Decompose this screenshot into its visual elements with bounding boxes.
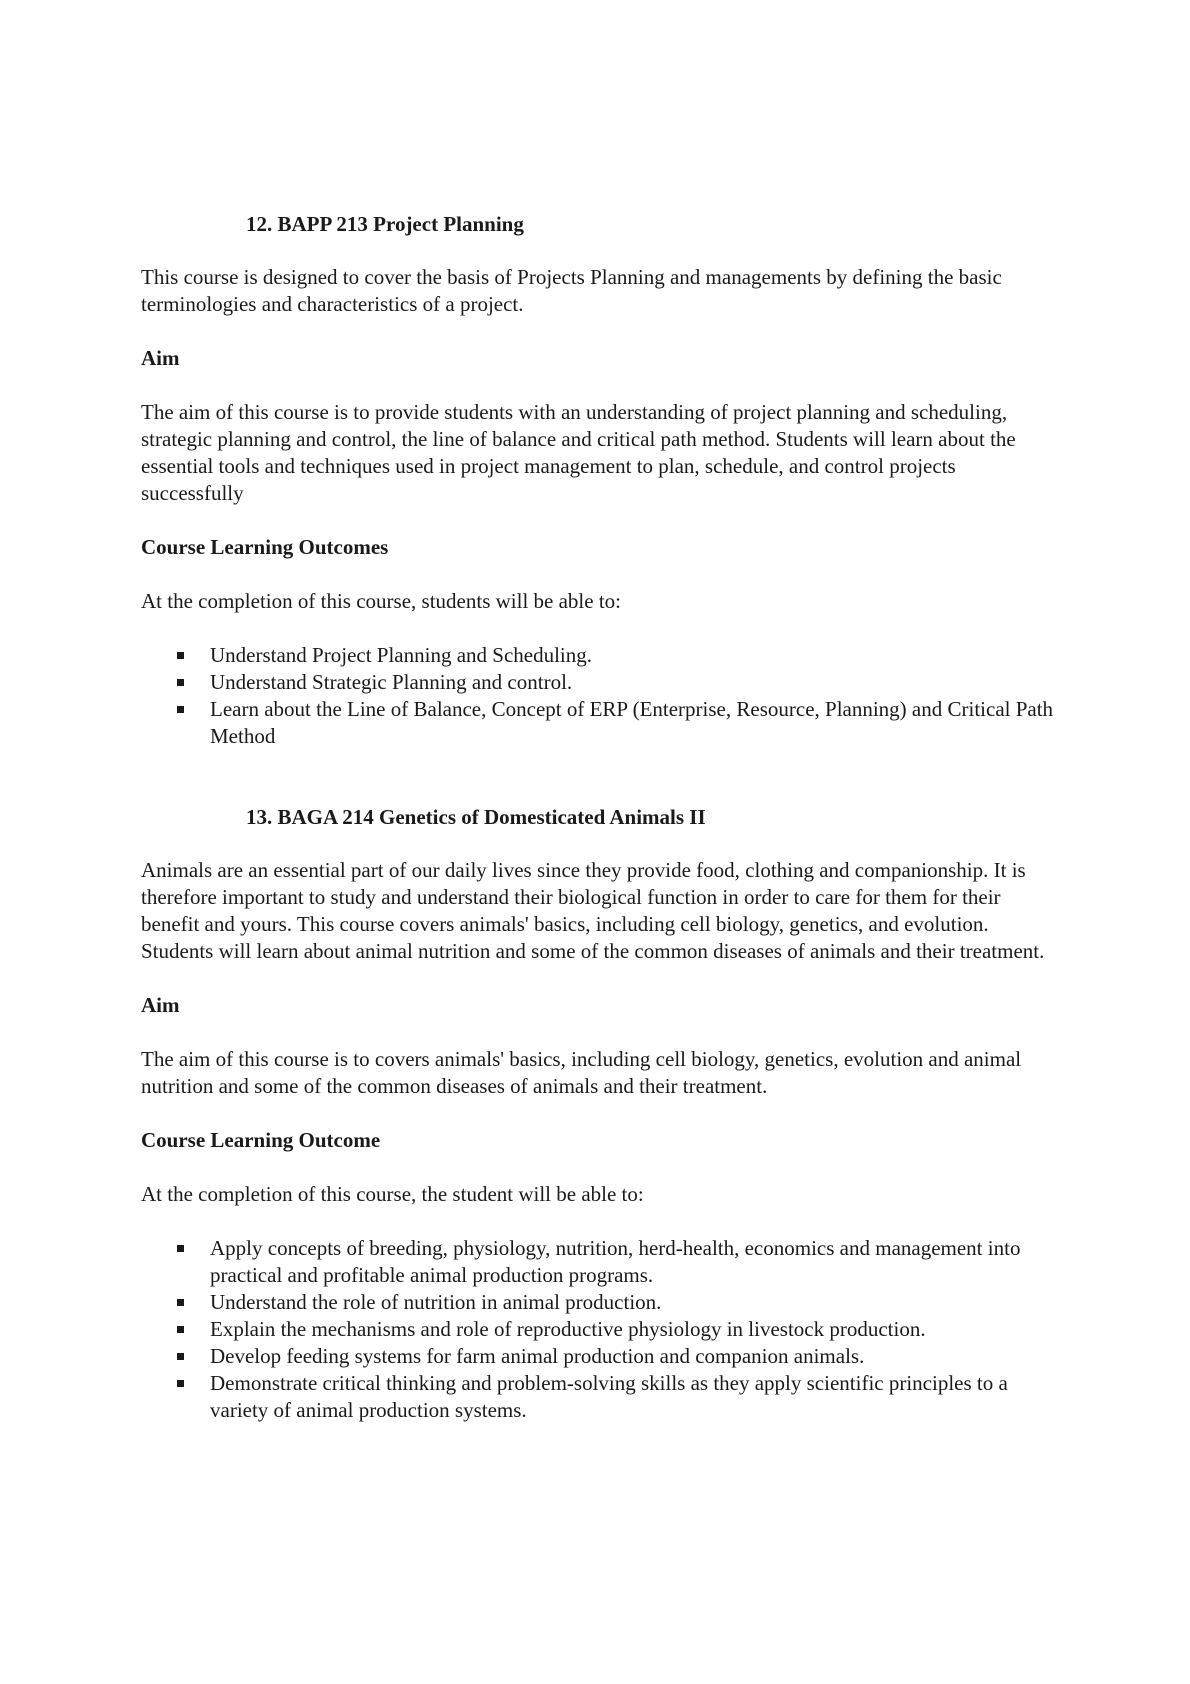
course-section-bapp-213: [141, 211, 1061, 750]
course-intro: Animals are an essential part of our daily lives since they provide food, clothing and companionship. It is therefore important to study and understand their biological function in order to care for them for their benefit and yours. This course covers animals' basics, including cell biology, genetics, and evolution. Students will learn about animal nutrition and some of the common diseases of animals and their treatment.: [141, 858, 1045, 963]
outcomes-intro: At the completion of this course, students will be able to:: [141, 589, 621, 613]
outcomes-list: [141, 642, 1061, 750]
outcome-item: Understand Strategic Planning and control.: [210, 669, 1061, 696]
course-section-baga-214: [141, 804, 1061, 1424]
outcomes-heading: Course Learning Outcomes: [141, 535, 389, 559]
outcome-item: Demonstrate critical thinking and problem-solving skills as they apply scientific principles to a variety of animal production systems.: [210, 1370, 1061, 1424]
outcome-item: Understand Project Planning and Scheduling.: [210, 642, 1061, 669]
outcomes-heading: Course Learning Outcome: [141, 1128, 381, 1152]
outcomes-list: [141, 1235, 1061, 1424]
aim-text: The aim of this course is to covers animals' basics, including cell biology, genetics, evolution and animal nutrition and some of the common diseases of animals and their treatment.: [141, 1047, 1022, 1098]
aim-heading: Aim: [141, 346, 180, 370]
outcome-item: Explain the mechanisms and role of reproductive physiology in livestock production.: [210, 1316, 1061, 1343]
aim-heading: Aim: [141, 993, 180, 1017]
course-title: 12. BAPP 213 Project Planning: [246, 212, 524, 236]
outcomes-intro: At the completion of this course, the student will be able to:: [141, 1182, 644, 1206]
course-title: 13. BAGA 214 Genetics of Domesticated Animals II: [246, 805, 706, 829]
outcome-item: Apply concepts of breeding, physiology, nutrition, herd-health, economics and management into practical and profitable animal production programs.: [210, 1235, 1061, 1289]
aim-text: The aim of this course is to provide students with an understanding of project planning and scheduling, strategic planning and control, the line of balance and critical path method. Students will learn about the essential tools and techniques used in project management to plan, schedule, and control projects successfully: [141, 400, 1016, 505]
document-page: [141, 211, 1061, 1424]
outcome-item: Develop feeding systems for farm animal production and companion animals.: [210, 1343, 1061, 1370]
outcome-item: Understand the role of nutrition in animal production.: [210, 1289, 1061, 1316]
outcome-item: Learn about the Line of Balance, Concept of ERP (Enterprise, Resource, Planning) and Critical Path Method: [210, 696, 1061, 750]
course-intro: This course is designed to cover the basis of Projects Planning and managements by defining the basic terminologies and characteristics of a project.: [141, 265, 1002, 316]
